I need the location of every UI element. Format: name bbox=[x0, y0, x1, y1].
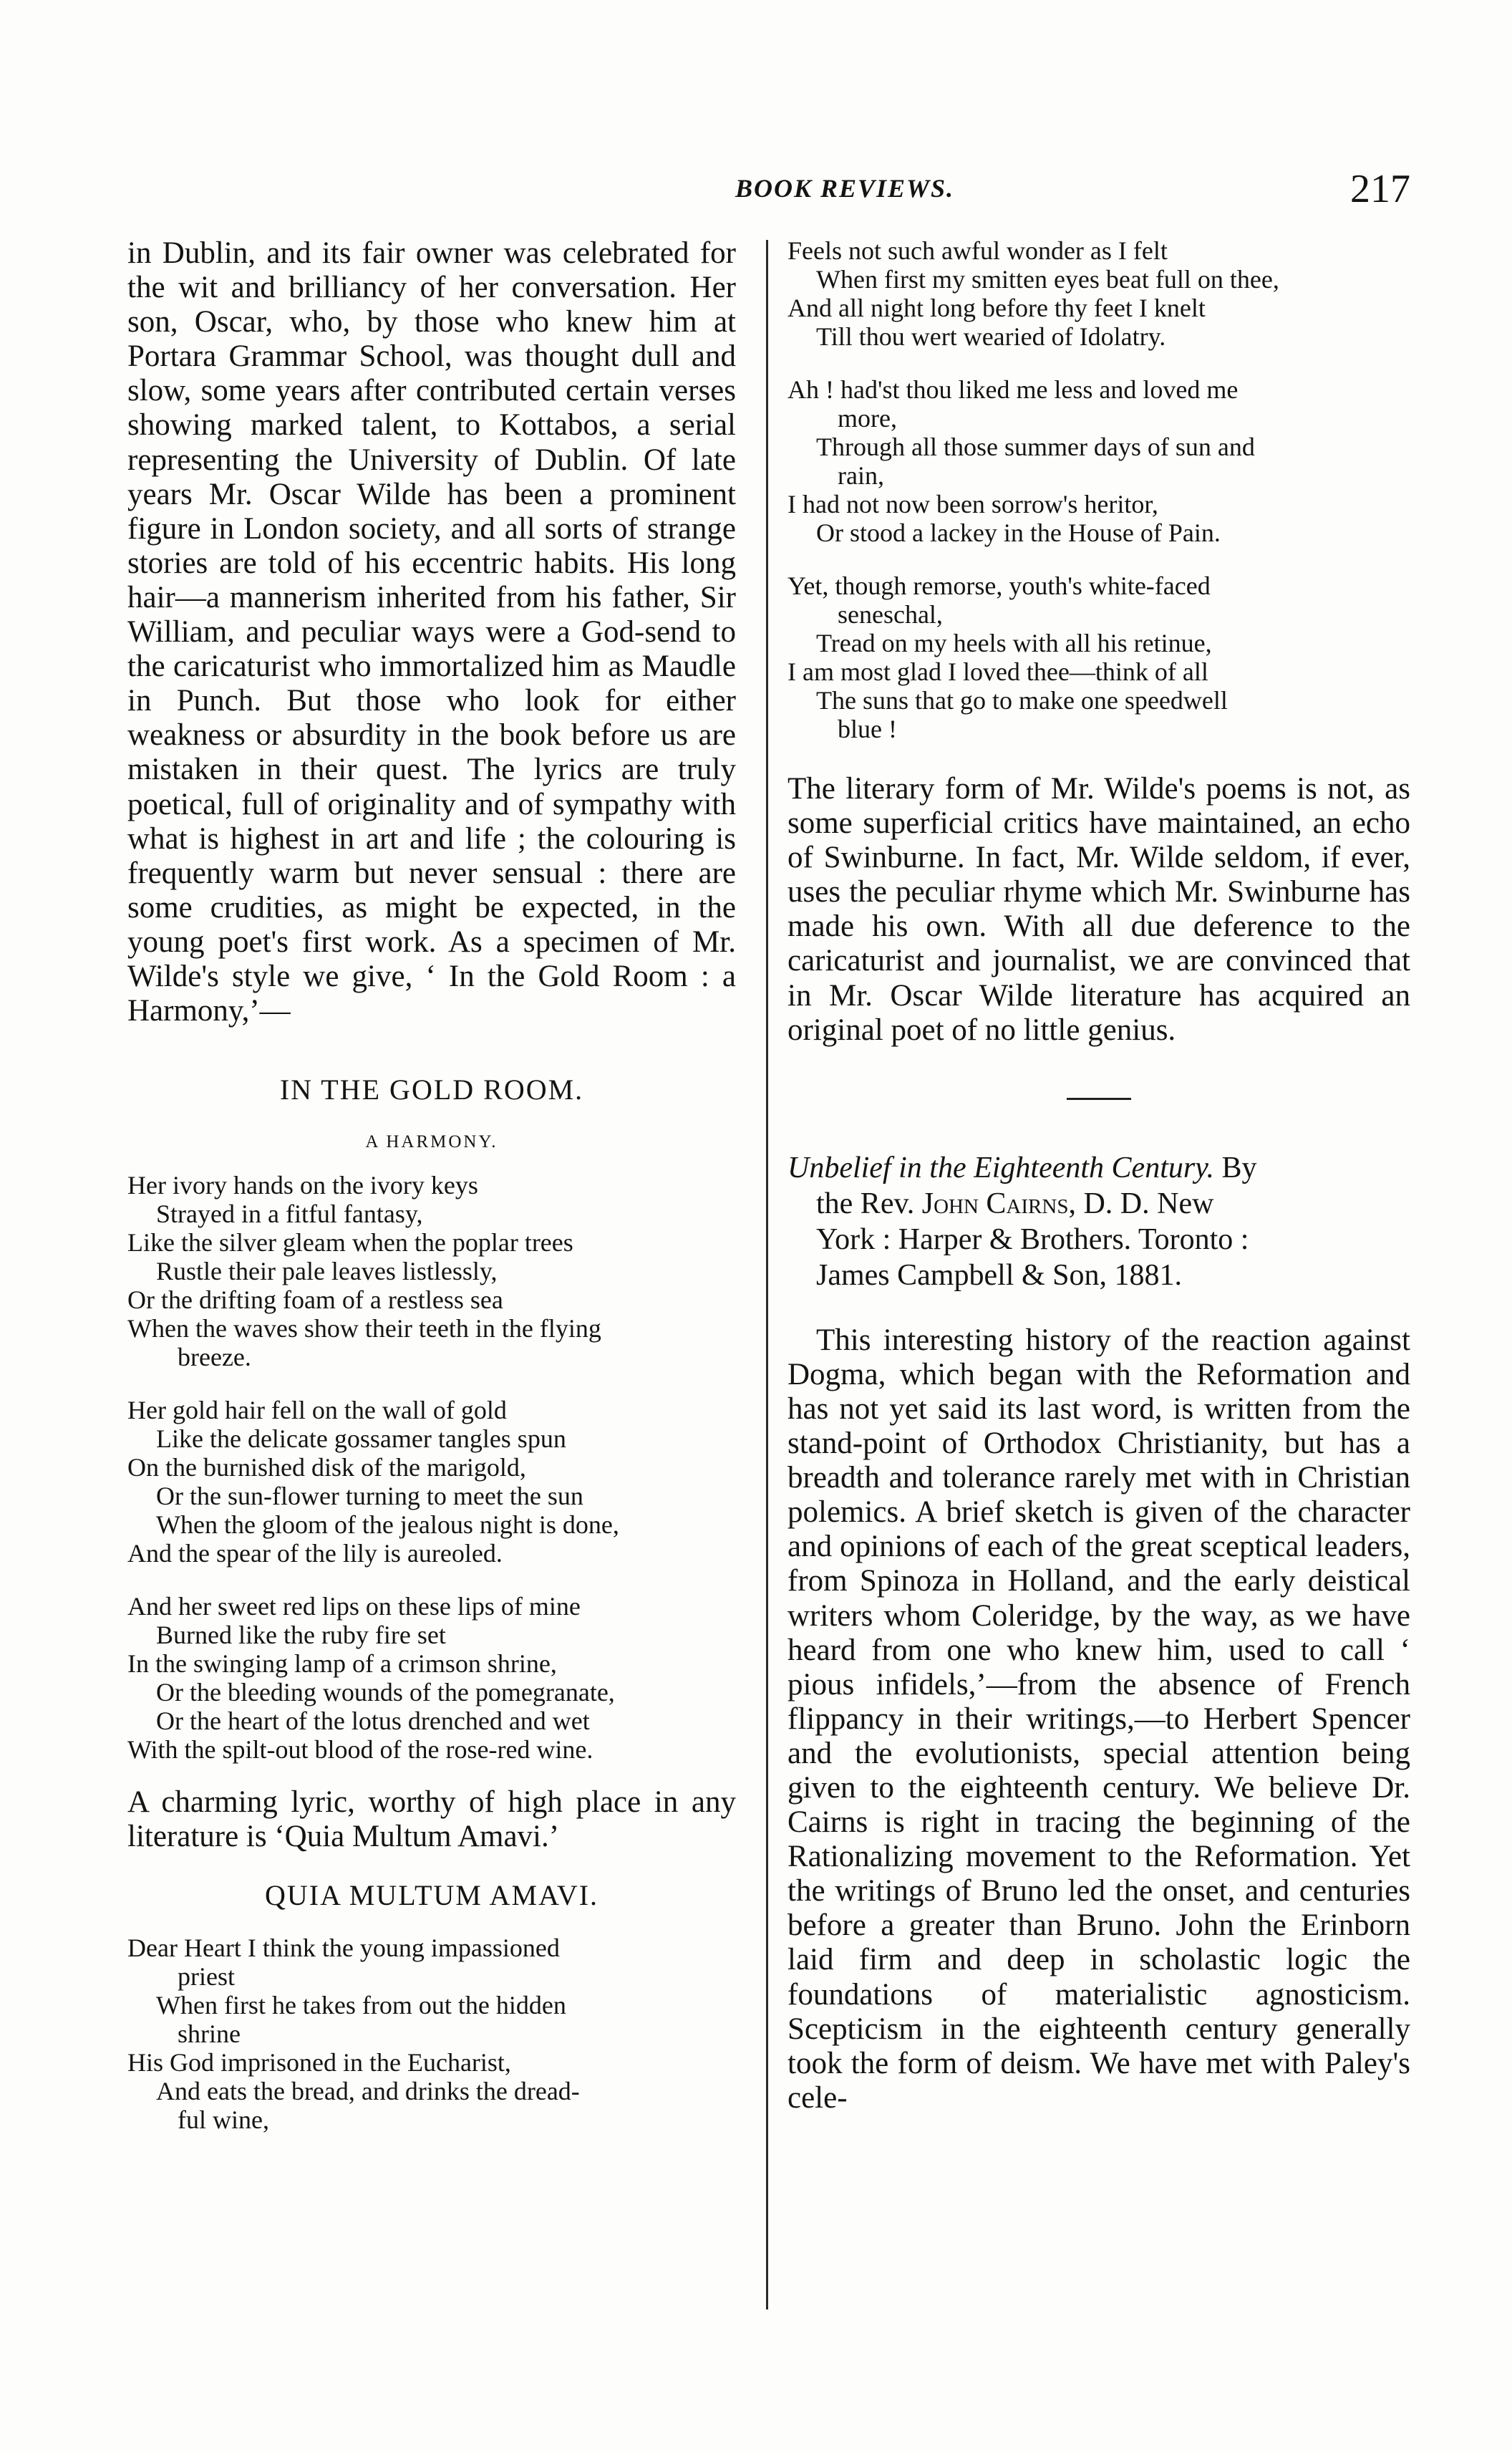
book-publisher-line-2: James Campbell & Son, 1881. bbox=[816, 1258, 1182, 1292]
review-paragraph-literary-form: The literary form of Mr. Wilde's poems is not, as some superficial critics have maintained, an echo of Swinburne. In fact, Mr. Wilde seldom, if ever, uses the peculiar rhyme which Mr. Swinburne has made his own. With all due deference to the caricaturist and journalist, we are convinced that in Mr. Oscar Wilde literature has acquired an original poet of no little genius. bbox=[788, 772, 1410, 1047]
poem-quia-multum-amavi bbox=[127, 1934, 736, 2134]
verse-line: Ah ! had'st thou liked me less and loved me bbox=[788, 375, 1239, 404]
verse-line: And her sweet red lips on these lips of mine bbox=[127, 1592, 581, 1621]
stanza bbox=[127, 1396, 736, 1568]
poem-gold-room bbox=[127, 1171, 736, 1764]
book-author-line: the Rev. John Cairns, D. D. New bbox=[816, 1187, 1214, 1220]
book-citation-unbelief bbox=[788, 1150, 1410, 1293]
verse-line: The suns that go to make one speedwell bbox=[816, 686, 1228, 715]
verse-line: Dear Heart I think the young impassioned bbox=[127, 1934, 560, 1963]
verse-line: Through all those summer days of sun and bbox=[816, 433, 1255, 461]
verse-line: Like the delicate gossamer tangles spun bbox=[156, 1424, 566, 1454]
verse-line: And all night long before thy feet I knelt bbox=[788, 294, 1206, 322]
page-number: 217 bbox=[1350, 167, 1410, 211]
book-title: Unbelief in the Eighteenth Century. By bbox=[788, 1151, 1257, 1184]
verse-line: Rustle their pale leaves listlessly, bbox=[156, 1257, 498, 1286]
running-title: BOOK REVIEWS. bbox=[735, 174, 955, 203]
left-column bbox=[127, 236, 736, 2158]
verse-line: When first my smitten eyes beat full on thee, bbox=[816, 265, 1279, 294]
poem-subtitle-harmony: A HARMONY. bbox=[365, 1132, 498, 1152]
poem-title-gold-room: IN THE GOLD ROOM. bbox=[279, 1073, 584, 1106]
review-paragraph-unbelief: This interesting history of the reaction against Dogma, which began with the Reformation and has not yet said its last word, is written from the stand-point of Orthodox Christianity, but has a breadth and tolerance rarely met with in Christian polemics. A brief sketch is given of the character and opinions of each of the great sceptical leaders, from Spinoza in Holland, and the early deistical writers whom Coleridge, by the way, as we have heard from one who knew him, used to call ‘ pious infidels,’—from the absence of French flippancy in their writings,—to Herbert Spencer and the evolutionists, special attention being given to the eighteenth century. We believe Dr. Cairns is right in tracing the beginning of the Rationalizing movement to the Reformation. Yet the writings of Bruno led the onset, and centuries before a greater than Bruno. John the Erinborn laid firm and deep in scholastic logic the foundations of materialistic agnosticism. Scepticism in the eighteenth century generally took the form of deism. We have met with Paley's cele- bbox=[788, 1323, 1410, 2115]
verse-line: Or the sun-flower turning to meet the sun bbox=[156, 1482, 583, 1511]
verse-line: Like the silver gleam when the poplar trees bbox=[127, 1228, 573, 1258]
stanza bbox=[127, 1934, 736, 2134]
verse-line: And eats the bread, and drinks the dread- bbox=[156, 2077, 580, 2106]
verse-line: seneschal, bbox=[838, 600, 943, 629]
stanza bbox=[127, 1592, 736, 1764]
verse-line: shrine bbox=[178, 2019, 241, 2049]
review-paragraph-wilde: in Dublin, and its fair owner was celebrated for the wit and brilliancy of her conversation. Her son, Oscar, who, by those who knew him at Portara Grammar School, was thought dull and slow, some years after contributed certain verses showing marked talent, to Kottabos, a serial representing the University of Dublin. Of late years Mr. Oscar Wilde has been a prominent figure in London society, and all sorts of strange stories are told of his eccentric habits. His long hair—a mannerism inherited from his father, Sir William, and peculiar ways were a God-send to the caricaturist who immortalized him as Maudle in Punch. But those who look for either weakness or absurdity in the book before us are mistaken in their quest. The lyrics are truly poetical, full of originality and of sympathy with what is highest in art and life ; the colouring is frequently warm but never sensual : there are some crudities, as might be expected, in the young poet's first work. As a specimen of Mr. Wilde's style we give, ‘ In the Gold Room : a Harmony,’— bbox=[127, 236, 736, 1028]
verse-line: Till thou wert wearied of Idolatry. bbox=[816, 322, 1166, 351]
verse-line: Or the bleeding wounds of the pomegranate, bbox=[156, 1678, 615, 1707]
stanza bbox=[788, 236, 1410, 351]
verse-line: Or stood a lackey in the House of Pain. bbox=[816, 518, 1221, 547]
verse-line: rain, bbox=[838, 461, 884, 490]
verse-line: ful wine, bbox=[178, 2105, 269, 2135]
right-column bbox=[788, 236, 1410, 2115]
column-divider bbox=[766, 240, 768, 2309]
verse-line: Or the heart of the lotus drenched and wet bbox=[156, 1707, 590, 1736]
verse-line: When first he takes from out the hidden bbox=[156, 1991, 566, 2020]
verse-line: On the burnished disk of the marigold, bbox=[127, 1453, 526, 1482]
running-head bbox=[129, 166, 1418, 216]
verse-line: His God imprisoned in the Eucharist, bbox=[127, 2048, 511, 2077]
verse-line: Feels not such awful wonder as I felt bbox=[788, 236, 1168, 265]
verse-line: Tread on my heels with all his retinue, bbox=[816, 629, 1212, 657]
book-publisher-line: York : Harper & Brothers. Toronto : bbox=[816, 1222, 1249, 1256]
verse-line: When the gloom of the jealous night is done, bbox=[156, 1510, 619, 1540]
stanza bbox=[788, 571, 1410, 743]
section-divider bbox=[1067, 1098, 1131, 1100]
verse-line: Her gold hair fell on the wall of gold bbox=[127, 1396, 507, 1425]
verse-line: breeze. bbox=[178, 1343, 251, 1372]
verse-line: more, bbox=[838, 404, 897, 433]
verse-line: Burned like the ruby fire set bbox=[156, 1621, 446, 1650]
verse-line: I had not now been sorrow's heritor, bbox=[788, 490, 1158, 518]
stanza bbox=[788, 375, 1410, 547]
verse-line: priest bbox=[178, 1962, 235, 1992]
verse-line: I am most glad I loved thee—think of all bbox=[788, 657, 1208, 686]
review-paragraph-lyric: A charming lyric, worthy of high place in any literature is ‘Quia Multum Amavi.’ bbox=[127, 1785, 736, 1854]
verse-line: Or the drifting foam of a restless sea bbox=[127, 1285, 503, 1315]
verse-line: Her ivory hands on the ivory keys bbox=[127, 1171, 478, 1200]
verse-line: blue ! bbox=[838, 715, 897, 743]
poem-title-quia: QUIA MULTUM AMAVI. bbox=[264, 1879, 599, 1912]
verse-line: In the swinging lamp of a crimson shrine, bbox=[127, 1649, 557, 1679]
stanza bbox=[127, 1171, 736, 1371]
verse-line: Strayed in a fitful fantasy, bbox=[156, 1200, 423, 1229]
verse-line: With the spilt-out blood of the rose-red wine. bbox=[127, 1735, 593, 1765]
poem-quia-continued bbox=[788, 236, 1410, 743]
verse-line: Yet, though remorse, youth's white-faced bbox=[788, 571, 1211, 600]
verse-line: When the waves show their teeth in the flying bbox=[127, 1314, 601, 1343]
verse-line: And the spear of the lily is aureoled. bbox=[127, 1539, 503, 1568]
